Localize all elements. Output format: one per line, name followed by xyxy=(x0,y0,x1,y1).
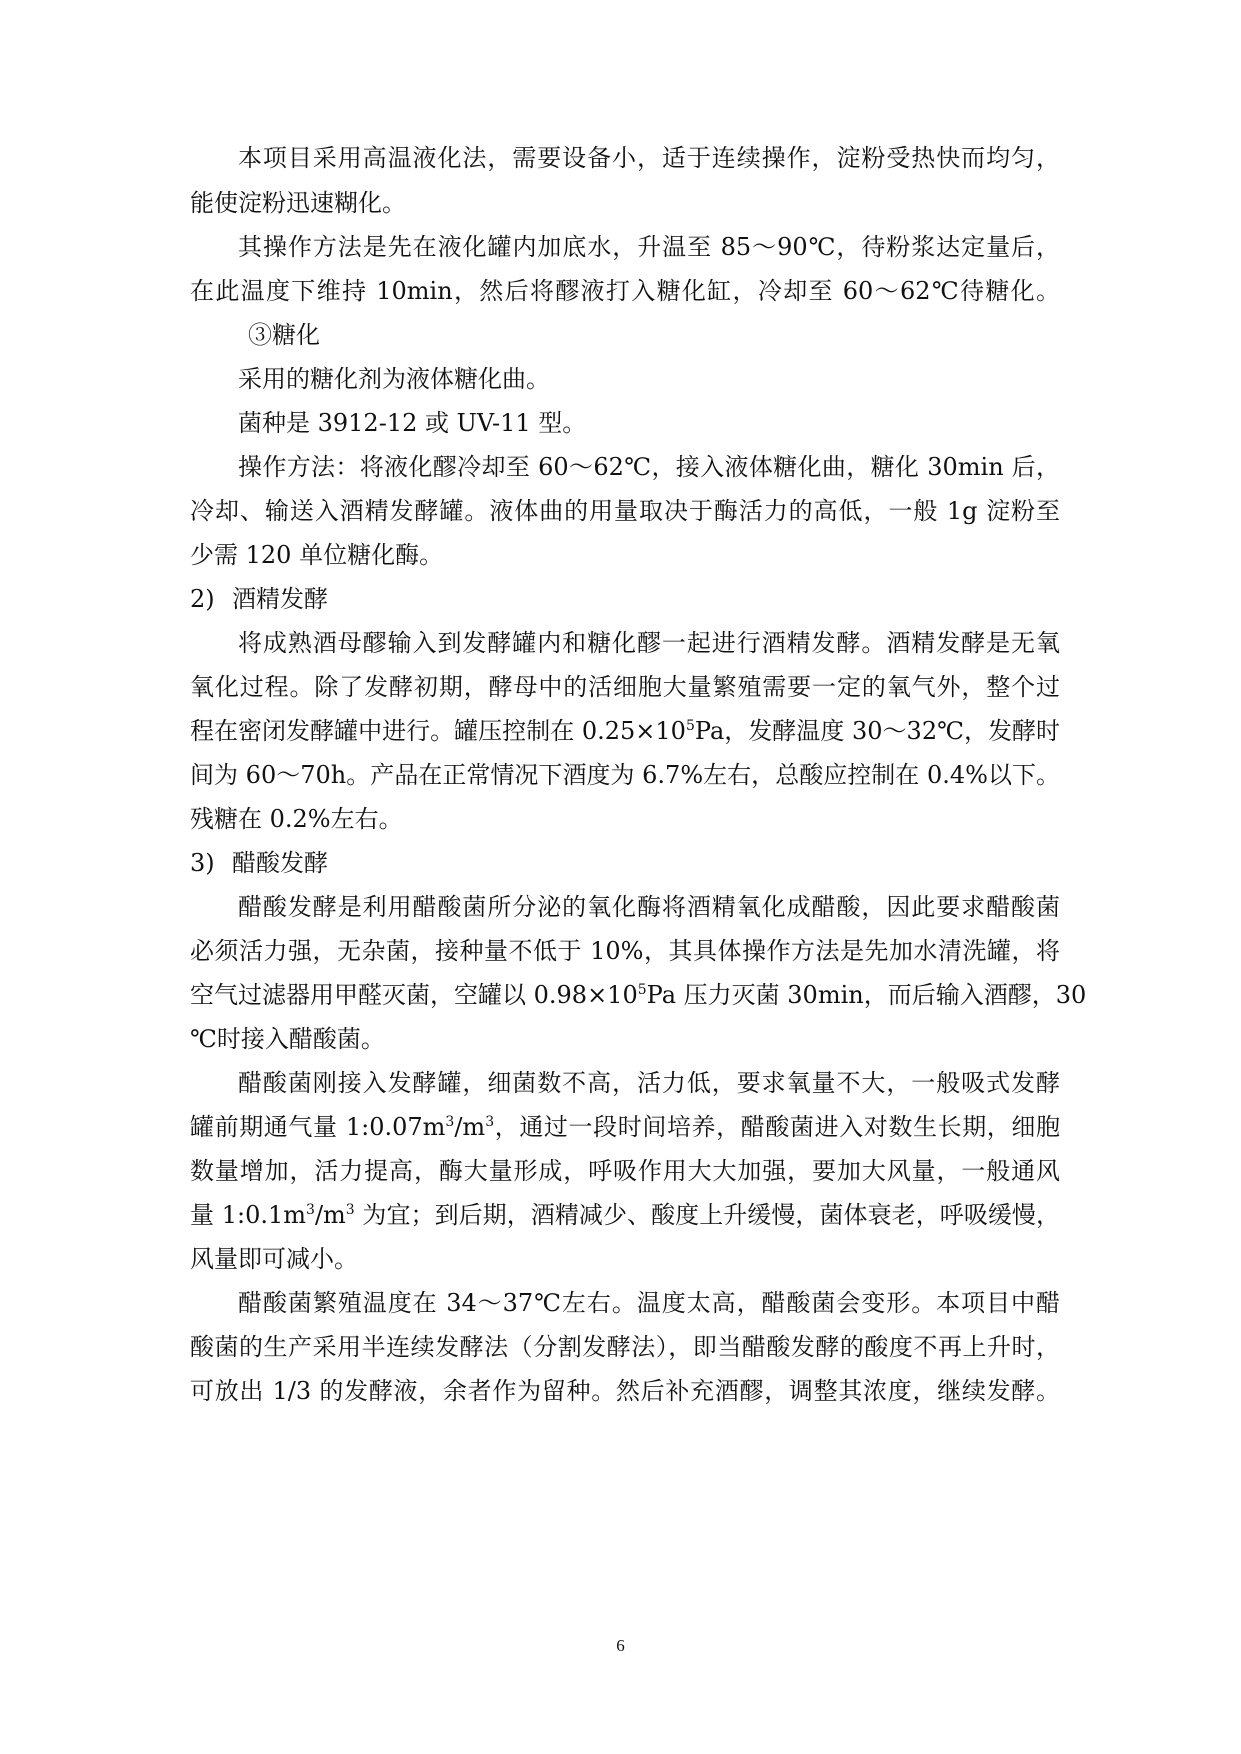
superscript: 3 xyxy=(306,1202,315,1218)
text-run: 量 1:0.1m xyxy=(190,1201,307,1229)
paragraph-line xyxy=(190,980,1087,1010)
paragraph-line: 其操作方法是先在液化罐内加底水，升温至 85～90℃，待粉浆达定量后， xyxy=(238,233,1060,261)
paragraph-line: 能使淀粉迅速糊化。 xyxy=(190,189,406,217)
section-number: 3) xyxy=(190,849,215,877)
paragraph-line: 少需 120 单位糖化酶。 xyxy=(190,541,444,569)
paragraph-line: 数量增加，活力提高，酶大量形成，呼吸作用大大加强，要加大风量，一般通风 xyxy=(190,1157,1060,1185)
paragraph-line: ℃时接入醋酸菌。 xyxy=(190,1025,385,1053)
paragraph-line: 本项目采用高温液化法，需要设备小，适于连续操作，淀粉受热快而均匀， xyxy=(238,144,1060,172)
paragraph-line: 氧化过程。除了发酵初期，酵母中的活细胞大量繁殖需要一定的氧气外，整个过 xyxy=(190,673,1060,701)
text-run: 空气过滤器用甲醛灭菌，空罐以 0.98×10 xyxy=(190,981,638,1009)
section-heading: 酒精发酵 xyxy=(232,585,328,613)
paragraph-line: 间为 60～70h。产品在正常情况下酒度为 6.7%左右，总酸应控制在 0.4%以下。 xyxy=(190,761,1060,789)
paragraph-line: 操作方法：将液化醪冷却至 60～62℃，接入液体糖化曲，糖化 30min 后， xyxy=(238,453,1060,481)
page-number: 6 xyxy=(616,1636,625,1655)
paragraph-line: 必须活力强，无杂菌，接种量不低于 10%，其具体操作方法是先加水清洗罐，将 xyxy=(190,937,1060,965)
subheading: ③糖化 xyxy=(248,321,320,349)
paragraph-line: 残糖在 0.2%左右。 xyxy=(190,805,403,833)
superscript: 3 xyxy=(445,1114,455,1130)
text-run: 为宜；到后期，酒精减少、酸度上升缓慢，菌体衰老，呼吸缓慢， xyxy=(354,1201,1060,1229)
text-run: /m xyxy=(314,1201,346,1229)
paragraph-line: 将成熟酒母醪输入到发酵罐内和糖化醪一起进行酒精发酵。酒精发酵是无氧 xyxy=(238,629,1060,657)
paragraph-line: 可放出 1/3 的发酵液，余者作为留种。然后补充酒醪，调整其浓度，继续发酵。 xyxy=(190,1377,1060,1405)
text-run: Pa，发酵温度 30～32℃，发酵时 xyxy=(694,717,1060,745)
paragraph-line xyxy=(190,716,1060,746)
superscript: 5 xyxy=(637,982,647,998)
text-run: Pa 压力灭菌 30min，而后输入酒醪，30 xyxy=(646,981,1087,1009)
section-heading: 醋酸发酵 xyxy=(232,849,328,877)
paragraph-line: 菌种是 3912-12 或 UV-11 型。 xyxy=(238,409,587,437)
paragraph-line: 醋酸菌繁殖温度在 34～37℃左右。温度太高，醋酸菌会变形。本项目中醋 xyxy=(238,1289,1060,1317)
paragraph-line: 酸菌的生产采用半连续发酵法（分割发酵法），即当醋酸发酵的酸度不再上升时， xyxy=(190,1333,1060,1361)
superscript: 3 xyxy=(485,1114,495,1130)
section-number: 2) xyxy=(190,585,215,613)
paragraph-line xyxy=(190,1112,1060,1142)
paragraph-line: 醋酸菌刚接入发酵罐，细菌数不高，活力低，要求氧量不大，一般吸式发酵 xyxy=(238,1069,1060,1097)
paragraph-line: 在此温度下维持 10min，然后将醪液打入糖化缸，冷却至 60～62℃待糖化。 xyxy=(190,277,1060,305)
paragraph-line: 采用的糖化剂为液体糖化曲。 xyxy=(238,365,550,393)
paragraph-line: 风量即可减小。 xyxy=(190,1245,358,1273)
superscript: 3 xyxy=(345,1202,355,1218)
paragraph-line xyxy=(190,1200,1060,1230)
paragraph-line: 冷却、输送入酒精发酵罐。液体曲的用量取决于酶活力的高低，一般 1g 淀粉至 xyxy=(190,497,1060,525)
text-run: 罐前期通气量 1:0.07m xyxy=(190,1113,446,1141)
superscript: 5 xyxy=(685,718,695,734)
text-run: /m xyxy=(454,1113,486,1141)
paragraph-line: 醋酸发酵是利用醋酸菌所分泌的氧化酶将酒精氧化成醋酸，因此要求醋酸菌 xyxy=(238,893,1060,921)
text-run: 程在密闭发酵罐中进行。罐压控制在 0.25×10 xyxy=(190,717,686,745)
text-run: ，通过一段时间培养，醋酸菌进入对数生长期，细胞 xyxy=(494,1113,1061,1141)
